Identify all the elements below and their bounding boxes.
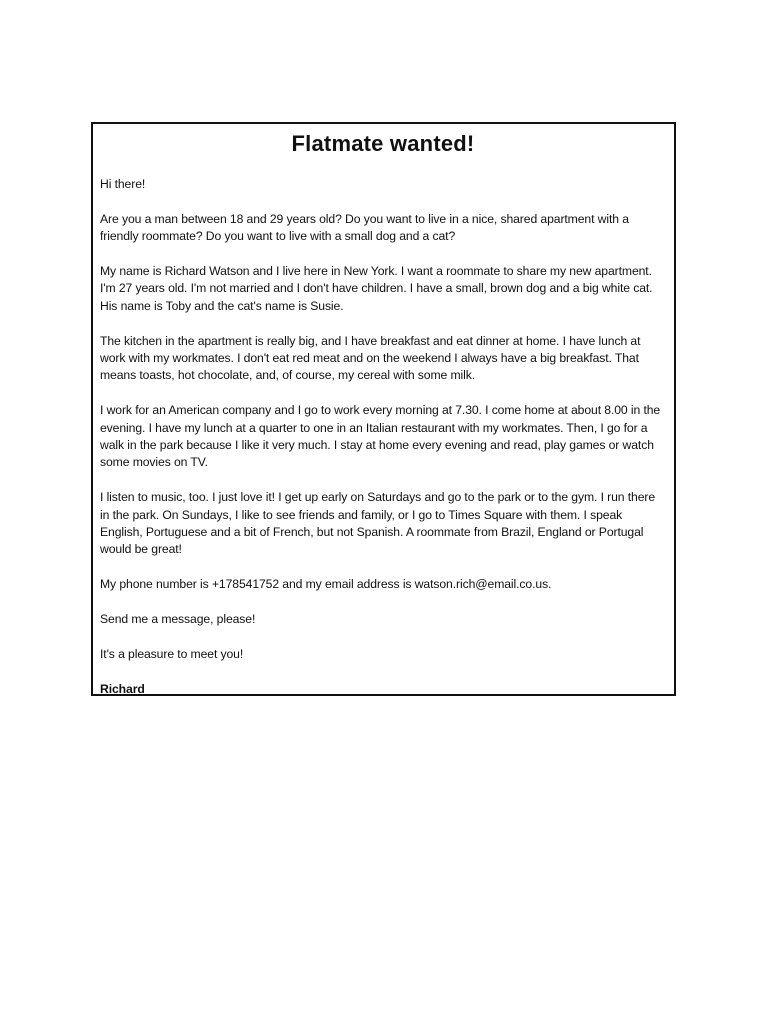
- ad-body: [100, 176, 666, 698]
- greeting: Hi there!: [100, 177, 146, 191]
- signature: Richard: [100, 681, 145, 696]
- paragraph-hobbies-languages: I listen to music, too. I just love it! I get up early on Saturdays and go to the park or to the gym. I run there in the park. On Sundays, I like to see friends and family, or I go to Times Square with them. I speak English, Portuguese and a bit of French, but not Spanish. A roommate from Brazil, England or Portugal would be great!: [100, 490, 656, 557]
- paragraph-work-routine: I work for an American company and I go to work every morning at 7.30. I come home at about 8.00 in the evening. I have my lunch at a quarter to one in an Italian restaurant with my workmates. Then, I go for a walk in the park because I like it very much. I stay at home every evening and read, play games or watch some movies on TV.: [100, 403, 661, 470]
- request-message: Send me a message, please!: [100, 612, 256, 627]
- paragraph-about-me: My name is Richard Watson and I live here in New York. I want a roommate to share my new apartment. I'm 27 years old. I'm not married and I don't have children. I have a small, brown dog and a big white cat. His name is Toby and the cat's name is Susie.: [100, 264, 653, 313]
- advertisement-box: [91, 122, 676, 696]
- paragraph-intro-question: Are you a man between 18 and 29 years old? Do you want to live in a nice, shared apartment with a friendly roommate? Do you want to live with a small dog and a cat?: [100, 211, 629, 244]
- paragraph-kitchen-meals: The kitchen in the apartment is really big, and I have breakfast and eat dinner at home. I have lunch at work with my workmates. I don't eat red meat and on the weekend I always have a big breakfast. That means toasts, hot chocolate, and, of course, my cereal with some milk.: [100, 333, 641, 383]
- ad-title: Flatmate wanted!: [291, 131, 475, 156]
- paragraph-contact-info: My phone number is +178541752 and my email address is watson.rich@email.co.us.: [100, 577, 552, 592]
- closing-line: It's a pleasure to meet you!: [100, 646, 244, 661]
